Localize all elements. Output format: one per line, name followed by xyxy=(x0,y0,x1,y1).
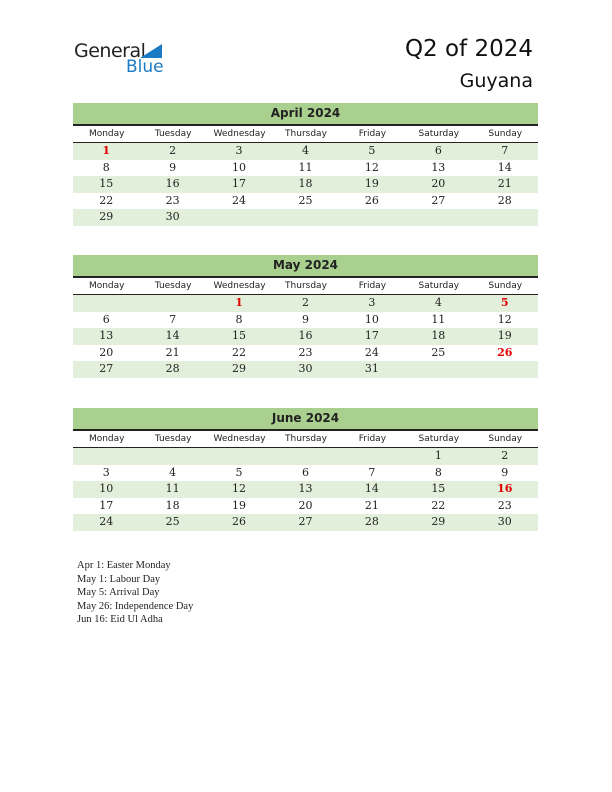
day-cell: 7 xyxy=(368,465,376,479)
empty-cell xyxy=(206,209,272,226)
logo-triangle-icon xyxy=(140,44,162,58)
day-cell: 20 xyxy=(431,177,446,190)
empty-cell xyxy=(472,361,538,378)
weekday-label: Friday xyxy=(339,278,405,294)
day-cell: 11 xyxy=(165,482,180,495)
month-header: April 2024 xyxy=(73,103,538,126)
logo-text-general: General xyxy=(74,40,146,62)
empty-cell xyxy=(73,295,139,312)
day-cell: 8 xyxy=(235,312,243,326)
weekday-label: Friday xyxy=(339,126,405,142)
weekday-label: Wednesday xyxy=(206,126,272,142)
day-cell: 19 xyxy=(364,177,379,190)
day-cell: 24 xyxy=(364,345,379,359)
holiday-day-cell: 5 xyxy=(500,296,509,309)
week-row xyxy=(73,481,538,498)
day-cell: 14 xyxy=(497,160,512,174)
day-cell: 8 xyxy=(434,465,442,479)
day-cell: 7 xyxy=(501,144,509,157)
day-cell: 21 xyxy=(497,177,512,190)
day-cell: 23 xyxy=(165,193,180,207)
day-cell: 21 xyxy=(364,498,379,512)
weekday-label: Thursday xyxy=(272,126,338,142)
day-cell: 21 xyxy=(165,345,180,359)
weekday-label: Wednesday xyxy=(206,431,272,447)
day-cell: 22 xyxy=(431,498,446,512)
empty-cell xyxy=(405,361,471,378)
day-cell: 24 xyxy=(232,193,247,207)
day-cell: 20 xyxy=(99,345,114,359)
day-cell: 9 xyxy=(169,160,177,174)
day-cell: 28 xyxy=(364,515,379,528)
day-cell: 9 xyxy=(501,465,509,479)
empty-cell xyxy=(139,448,205,465)
week-row xyxy=(73,312,538,329)
day-cell: 26 xyxy=(232,515,247,528)
week-row xyxy=(73,498,538,515)
day-cell: 17 xyxy=(364,329,379,342)
empty-cell xyxy=(73,448,139,465)
day-cell: 2 xyxy=(301,296,309,309)
day-cell: 10 xyxy=(232,160,247,174)
empty-cell xyxy=(405,209,471,226)
day-cell: 28 xyxy=(165,362,180,375)
day-cell: 18 xyxy=(165,498,180,512)
day-cell: 12 xyxy=(232,482,247,495)
day-cell: 31 xyxy=(364,362,379,375)
weekday-label: Monday xyxy=(73,126,139,142)
day-cell: 30 xyxy=(298,362,313,375)
day-cell: 19 xyxy=(497,329,512,342)
week-row xyxy=(73,176,538,193)
page-title: Q2 of 2024 xyxy=(404,36,533,62)
weekday-label: Friday xyxy=(339,431,405,447)
weekday-label: Tuesday xyxy=(139,278,205,294)
day-cell: 5 xyxy=(235,465,243,479)
day-cell: 25 xyxy=(298,193,313,207)
day-cell: 20 xyxy=(298,498,313,512)
day-cell: 11 xyxy=(431,312,446,326)
empty-cell xyxy=(272,448,338,465)
empty-cell xyxy=(206,448,272,465)
weekday-label: Wednesday xyxy=(206,278,272,294)
month-calendar xyxy=(73,103,538,226)
empty-cell xyxy=(139,295,205,312)
day-cell: 25 xyxy=(165,515,180,528)
day-cell: 8 xyxy=(102,160,110,174)
weekday-label: Monday xyxy=(73,431,139,447)
day-cell: 4 xyxy=(301,144,309,157)
weekday-label: Saturday xyxy=(405,431,471,447)
empty-cell xyxy=(272,209,338,226)
day-cell: 28 xyxy=(497,193,512,207)
holiday-day-cell: 26 xyxy=(497,345,513,359)
week-row xyxy=(73,448,538,465)
day-cell: 6 xyxy=(301,465,309,479)
holiday-note: May 26: Independence Day xyxy=(77,600,194,612)
day-cell: 11 xyxy=(298,160,313,174)
day-cell: 24 xyxy=(99,515,114,528)
day-cell: 3 xyxy=(102,465,110,479)
day-cell: 17 xyxy=(99,498,114,512)
weekday-label: Sunday xyxy=(472,126,538,142)
month-header: May 2024 xyxy=(73,255,538,278)
holiday-day-cell: 1 xyxy=(235,296,243,309)
day-cell: 30 xyxy=(165,210,180,223)
weekday-label: Saturday xyxy=(405,278,471,294)
day-cell: 4 xyxy=(434,296,442,309)
day-cell: 15 xyxy=(232,329,247,342)
day-cell: 12 xyxy=(497,312,512,326)
weekday-header-row xyxy=(73,278,538,295)
day-cell: 13 xyxy=(298,482,313,495)
day-cell: 15 xyxy=(431,482,446,495)
month-calendar xyxy=(73,255,538,378)
day-cell: 7 xyxy=(169,312,177,326)
day-cell: 22 xyxy=(232,345,247,359)
week-row xyxy=(73,465,538,482)
weekday-header-row xyxy=(73,431,538,448)
month-header: June 2024 xyxy=(73,408,538,431)
logo-text-blue: Blue xyxy=(126,57,164,77)
day-cell: 19 xyxy=(232,498,247,512)
day-cell: 27 xyxy=(298,515,313,528)
weekday-label: Tuesday xyxy=(139,126,205,142)
day-cell: 27 xyxy=(99,362,114,375)
weekday-label: Monday xyxy=(73,278,139,294)
week-row xyxy=(73,328,538,345)
general-blue-logo xyxy=(74,40,164,77)
day-cell: 9 xyxy=(301,312,309,326)
day-cell: 3 xyxy=(368,296,376,309)
holiday-note: May 1: Labour Day xyxy=(77,573,161,585)
holiday-note: Apr 1: Easter Monday xyxy=(77,560,171,571)
weekday-label: Sunday xyxy=(472,278,538,294)
day-cell: 12 xyxy=(364,160,379,174)
empty-cell xyxy=(339,448,405,465)
day-cell: 10 xyxy=(364,312,379,326)
day-cell: 18 xyxy=(298,177,313,190)
day-cell: 2 xyxy=(501,449,509,462)
day-cell: 14 xyxy=(364,482,379,495)
day-cell: 16 xyxy=(298,329,313,342)
day-cell: 23 xyxy=(298,345,313,359)
week-row xyxy=(73,160,538,177)
day-cell: 3 xyxy=(235,144,243,157)
week-row xyxy=(73,295,538,312)
week-row xyxy=(73,345,538,362)
day-cell: 30 xyxy=(497,515,512,528)
day-cell: 17 xyxy=(232,177,247,190)
holiday-day-cell: 1 xyxy=(102,144,111,157)
day-cell: 18 xyxy=(431,329,446,342)
empty-cell xyxy=(472,209,538,226)
day-cell: 29 xyxy=(232,362,247,375)
weekday-header-row xyxy=(73,126,538,143)
holiday-note: May 5: Arrival Day xyxy=(77,587,160,598)
day-cell: 5 xyxy=(368,144,376,157)
holiday-notes xyxy=(77,559,193,627)
day-cell: 27 xyxy=(431,193,446,207)
week-row xyxy=(73,143,538,160)
holiday-day-cell: 16 xyxy=(497,482,513,495)
weekday-label: Thursday xyxy=(272,278,338,294)
week-row xyxy=(73,514,538,531)
week-row xyxy=(73,361,538,378)
day-cell: 25 xyxy=(431,345,446,359)
empty-cell xyxy=(339,209,405,226)
weekday-label: Thursday xyxy=(272,431,338,447)
weekday-label: Sunday xyxy=(472,431,538,447)
day-cell: 6 xyxy=(102,312,110,326)
day-cell: 16 xyxy=(165,177,180,190)
day-cell: 4 xyxy=(169,465,177,479)
day-cell: 22 xyxy=(99,193,114,207)
day-cell: 10 xyxy=(99,482,114,495)
day-cell: 23 xyxy=(497,498,512,512)
day-cell: 29 xyxy=(431,515,446,528)
week-row xyxy=(73,209,538,226)
day-cell: 13 xyxy=(431,160,446,174)
month-calendar xyxy=(73,408,538,531)
week-row xyxy=(73,193,538,210)
weekday-label: Tuesday xyxy=(139,431,205,447)
day-cell: 6 xyxy=(434,144,442,157)
day-cell: 15 xyxy=(99,177,114,190)
day-cell: 14 xyxy=(165,329,180,342)
day-cell: 26 xyxy=(364,193,379,207)
holiday-note: Jun 16: Eid Ul Adha xyxy=(77,614,163,625)
day-cell: 2 xyxy=(169,144,177,157)
weekday-label: Saturday xyxy=(405,126,471,142)
day-cell: 13 xyxy=(99,329,114,342)
country-name: Guyana xyxy=(459,70,533,92)
day-cell: 1 xyxy=(434,449,442,462)
day-cell: 29 xyxy=(99,210,114,223)
